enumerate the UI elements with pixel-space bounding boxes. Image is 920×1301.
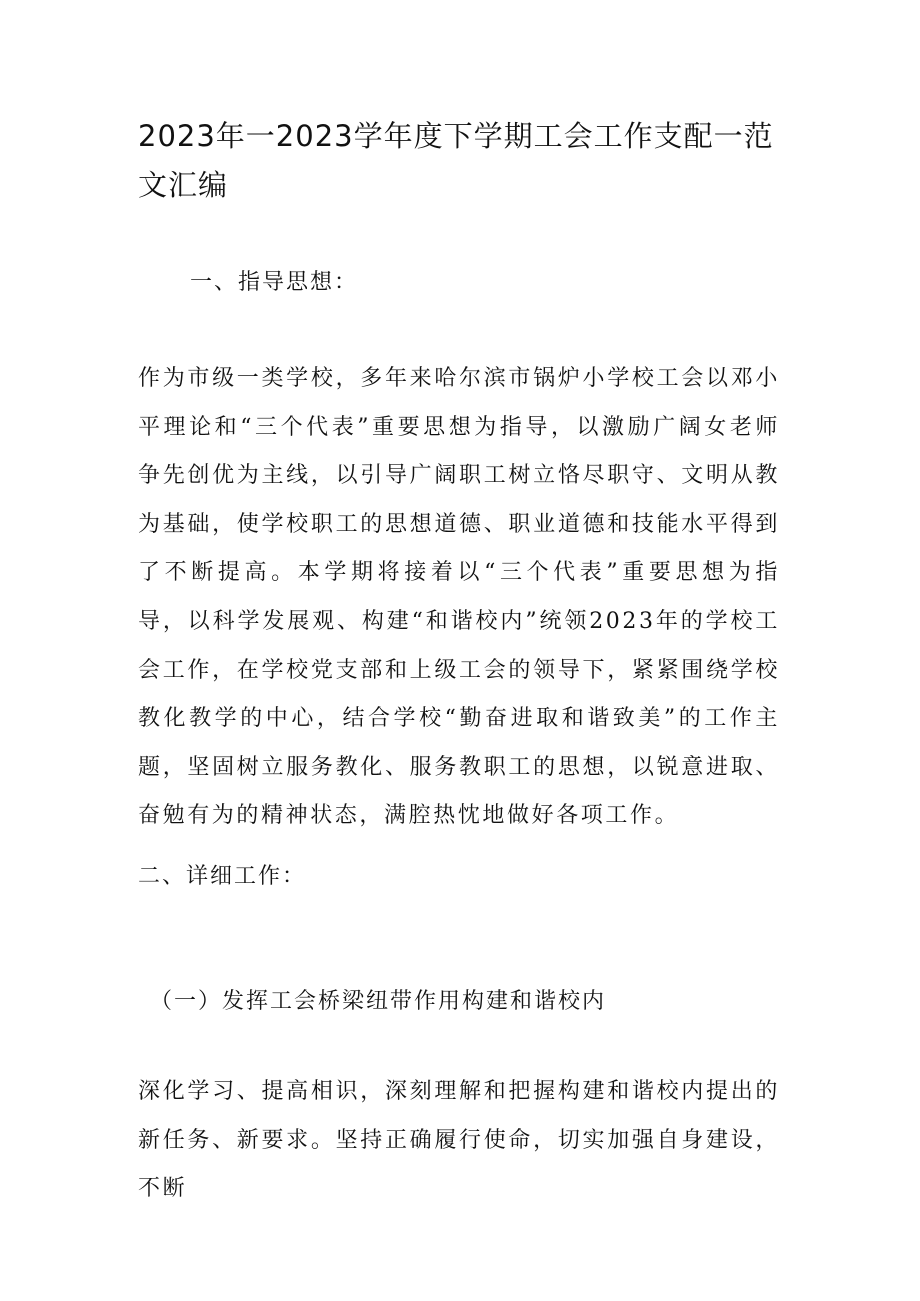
section-paragraph-guiding-ideology: 作为市级一类学校，多年来哈尔滨市锅炉小学校工会以邓小平理论和“三个代表”重要思想为指导，以激励广阔女老师争先创优为主线，以引导广阔职工树立恪尽职守、文明从教为基础，使学校职工的思想道德、职业道德和技能水平得到了不断提高。本学期将接着以“三个代表”重要思想为指导，以科学发展观、构建“和谐校内”统领2023年的学校工会工作，在学校党支部和上级工会的领导下，紧紧围绕学校教化教学的中心，结合学校“勤奋进取和谐致美”的工作主题，坚固树立服务教化、服务教职工的思想，以锐意进取、奋勉有为的精神状态，满腔热忱地做好各项工作。 <box>138 366 780 829</box>
section-heading-detailed-work: 二、详细工作： <box>138 864 307 889</box>
subsection-paragraph-bridge-role: 深化学习、提高相识，深刻理解和把握构建和谐校内提出的新任务、新要求。坚持正确履行使命，切实加强自身建设，不断 <box>138 1079 780 1202</box>
document-title: 2023年一2023学年度下学期工会工作支配一范文汇编 <box>138 119 774 202</box>
subsection-heading-bridge-role: （一）发挥工会桥梁纽带作用构建和谐校内 <box>150 989 607 1014</box>
section-heading-guiding-ideology: 一、指导思想： <box>190 270 359 295</box>
